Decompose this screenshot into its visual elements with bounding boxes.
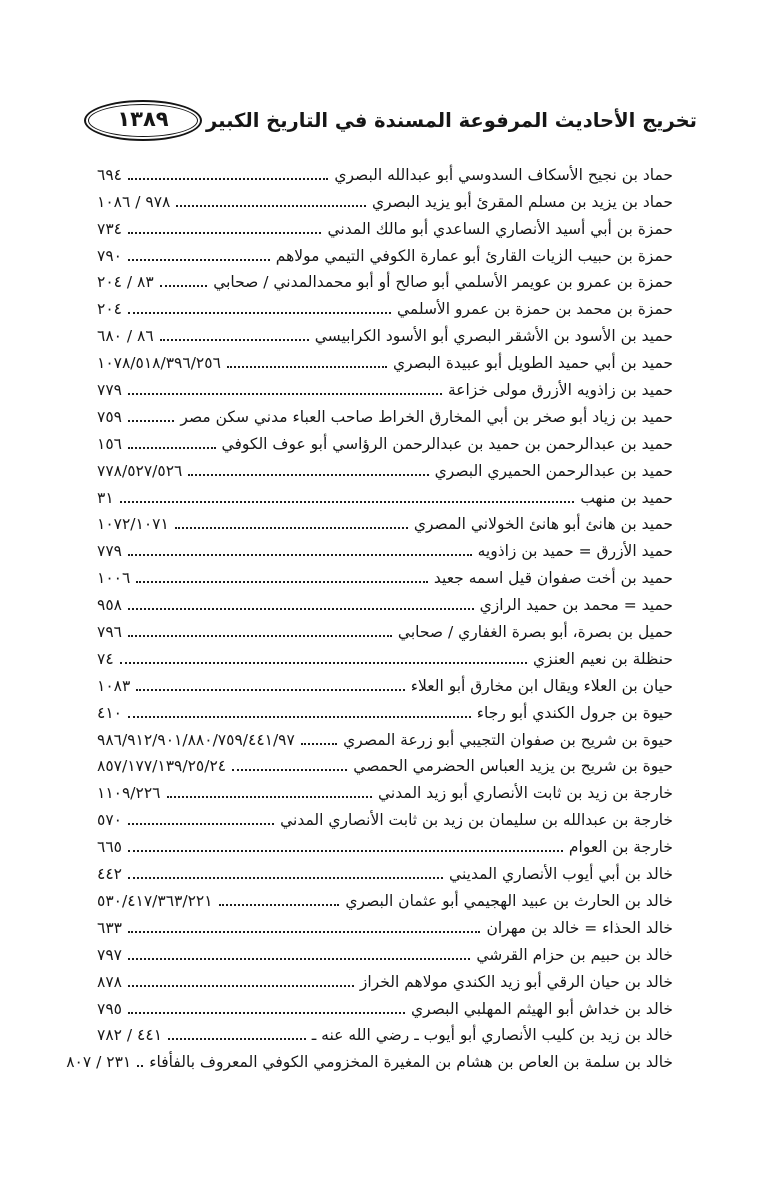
entry-name: خالد بن سلمة بن العاص بن هشام بن المغيرة المخزومي الكوفي المعروف بالفأفاء — [149, 1053, 673, 1072]
dot-leader — [168, 1038, 306, 1040]
index-entry — [97, 187, 673, 214]
entry-page-numbers: ٦٣٣ — [97, 918, 122, 937]
entry-page-numbers: ٦٩٤ — [97, 165, 122, 184]
entry-name: حمزة بن أبي أسيد الأنصاري الساعدي أبو مالك المدني — [327, 219, 673, 238]
dot-leader — [128, 931, 481, 933]
book-title: تخريج الأحاديث المرفوعة المسندة في التاريخ الكبير — [206, 108, 697, 132]
entry-name: حميد = محمد بن حميد الرازي — [479, 596, 673, 615]
entry-name: حنظلة بن نعيم العنزي — [533, 649, 673, 668]
index-entry — [97, 241, 673, 268]
dot-leader — [128, 178, 328, 180]
dot-leader — [167, 796, 373, 798]
entry-name: خالد بن الحارث بن عبيد الهجيمي أبو عثمان البصري — [345, 891, 673, 910]
entry-name: حميل بن بصرة، أبو بصرة الغفاري / صحابي — [397, 623, 673, 642]
entry-name: خالد بن حيان الرقي أبو زيد الكندي مولاهم الخراز — [359, 972, 673, 991]
index-entry — [97, 752, 673, 779]
entry-name: خالد بن أبي أيوب الأنصاري المديني — [449, 865, 673, 884]
dot-leader — [232, 769, 347, 771]
page-header — [84, 97, 697, 143]
index-entry — [97, 510, 673, 537]
entry-name: حيوة بن شريح بن يزيد العباس الحضرمي الحمصي — [353, 757, 673, 776]
index-entry — [97, 886, 673, 913]
entry-page-numbers: ٧٤ — [97, 649, 114, 668]
dot-leader — [128, 259, 270, 261]
entry-name: حميد بن عبدالرحمن الحميري البصري — [434, 461, 673, 480]
entry-page-numbers: ١٠٧٨/٥١٨/٣٩٦/٢٥٦ — [97, 354, 221, 373]
entry-page-numbers: ١٠٧٢/١٠٧١ — [97, 515, 169, 534]
entry-name: حميد بن هانئ أبو هانئ الخولاني المصري — [413, 515, 673, 534]
entry-name: حماد بن يزيد بن مسلم المقرئ أبو يزيد البصري — [372, 192, 673, 211]
entry-page-numbers: ٩٥٨ — [97, 596, 122, 615]
entry-name: خالد الحذاء = خالد بن مهران — [486, 918, 673, 937]
dot-leader — [128, 716, 471, 718]
index-entry — [97, 402, 673, 429]
entry-page-numbers: ٧٥٩ — [97, 407, 122, 426]
dot-leader — [120, 501, 575, 503]
entry-name: خارجة بن عبدالله بن سليمان بن زيد بن ثابت الأنصاري المدني — [280, 811, 673, 830]
entry-page-numbers: ١٠٨٦ / ٩٧٨ — [97, 192, 171, 211]
index-entry — [97, 321, 673, 348]
dot-leader — [188, 474, 428, 476]
index-entry — [97, 725, 673, 752]
entry-page-numbers: ٣١ — [97, 488, 114, 507]
entry-page-numbers: ٧٩٧ — [97, 945, 122, 964]
entry-name: حيوة بن جرول الكندي أبو رجاء — [476, 703, 673, 722]
index-entry — [97, 913, 673, 940]
entry-name: حميد الأزرق = حميد بن زاذويه — [477, 542, 673, 561]
dot-leader — [219, 904, 340, 906]
index-entry — [97, 994, 673, 1021]
entry-page-numbers: ٧٧٨/٥٢٧/٥٢٦ — [97, 461, 183, 480]
dot-leader — [128, 393, 442, 395]
dot-leader — [176, 205, 366, 207]
entry-name: حميد بن عبدالرحمن بن حميد بن عبدالرحمن الرؤاسي أبو عوف الكوفي — [221, 434, 673, 453]
entry-page-numbers: ١٥٦ — [97, 434, 122, 453]
entry-page-numbers: ٢٠٤ / ٨٣ — [97, 273, 154, 292]
dot-leader — [128, 985, 354, 987]
index-entry — [97, 644, 673, 671]
dot-leader — [128, 823, 274, 825]
entry-page-numbers: ٨٠٧ / ٢٣١ — [66, 1053, 132, 1072]
dot-leader — [120, 662, 527, 664]
entry-page-numbers: ٢٠٤ — [97, 300, 122, 319]
index-entry — [97, 348, 673, 375]
index-entry — [97, 859, 673, 886]
index-entry — [97, 778, 673, 805]
entry-name: خارجة بن العوام — [568, 838, 673, 857]
dot-leader — [160, 285, 207, 287]
index-entry — [97, 456, 673, 483]
index-entry — [97, 832, 673, 859]
dot-leader — [301, 743, 337, 745]
index-entry — [97, 617, 673, 644]
index-entry — [97, 805, 673, 832]
entry-page-numbers: ٧٧٩ — [97, 542, 122, 561]
index-entry — [97, 940, 673, 967]
index-entry — [97, 160, 673, 187]
dot-leader — [128, 877, 443, 879]
entry-name: حميد بن أخت صفوان قيل اسمه جعيد — [433, 569, 673, 588]
dot-leader — [128, 420, 174, 422]
entry-page-numbers: ٧٩٠ — [97, 246, 122, 265]
index-entry — [97, 1021, 673, 1048]
index-entry — [97, 590, 673, 617]
index-entry — [97, 268, 673, 295]
entry-page-numbers: ١٠٨٣ — [97, 676, 131, 695]
index-entry — [97, 563, 673, 590]
index-entry — [97, 483, 673, 510]
entry-page-numbers: ٦٦٥ — [97, 838, 122, 857]
entry-name: حيان بن العلاء ويقال ابن مخارق أبو العلاء — [410, 676, 673, 695]
dot-leader — [137, 1065, 143, 1067]
entry-page-numbers: ٧٧٩ — [97, 381, 122, 400]
entry-page-numbers: ٨٥٧/١٧٧/١٣٩/٢٥/٢٤ — [97, 757, 227, 776]
index-list — [66, 160, 673, 1074]
entry-page-numbers: ٧٩٥ — [97, 999, 122, 1018]
dot-leader — [128, 958, 470, 960]
entry-page-numbers: ٧٨٢ / ٤٤١ — [97, 1026, 163, 1045]
entry-name: حمزة بن محمد بن حمزة بن عمرو الأسلمي — [396, 300, 673, 319]
entry-page-numbers: ٦٨٠ / ٨٦ — [97, 327, 154, 346]
dot-leader — [136, 689, 404, 691]
index-entry — [97, 214, 673, 241]
entry-name: حميد بن الأسود بن الأشقر البصري أبو الأسود الكرابيسي — [314, 327, 673, 346]
entry-name: حميد بن زياد أبو صخر بن أبي المخارق الخراط صاحب العباء مدني سكن مصر — [180, 407, 673, 426]
entry-page-numbers: ٧٩٦ — [97, 623, 122, 642]
entry-name: خالد بن زيد بن كليب الأنصاري أبو أيوب ـ رضي الله عنه ـ — [311, 1026, 673, 1045]
index-entry — [97, 375, 673, 402]
dot-leader — [227, 366, 387, 368]
entry-page-numbers: ١١٠٩/٢٢٦ — [97, 784, 161, 803]
dot-leader — [175, 527, 408, 529]
entry-page-numbers: ٨٧٨ — [97, 972, 122, 991]
entry-page-numbers: ٥٣٠/٤١٧/٣٦٣/٢٢١ — [97, 891, 213, 910]
entry-page-numbers: ٤١٠ — [97, 703, 122, 722]
dot-leader — [128, 312, 391, 314]
index-entry — [66, 1047, 673, 1074]
entry-name: حمزة بن حبيب الزيات القارئ أبو عمارة الكوفي التيمي مولاهم — [275, 246, 673, 265]
dot-leader — [128, 850, 563, 852]
entry-page-numbers: ٧٣٤ — [97, 219, 122, 238]
dot-leader — [136, 581, 428, 583]
page-number-cartouche — [84, 100, 202, 141]
dot-leader — [128, 1012, 405, 1014]
dot-leader — [128, 635, 392, 637]
entry-name: حميد بن أبي حميد الطويل أبو عبيدة البصري — [393, 354, 673, 373]
dot-leader — [128, 608, 474, 610]
dot-leader — [128, 554, 472, 556]
entry-name: خالد بن خداش أبو الهيثم المهلبي البصري — [411, 999, 673, 1018]
dot-leader — [160, 339, 309, 341]
entry-page-numbers: ١٠٠٦ — [97, 569, 131, 588]
dot-leader — [128, 447, 216, 449]
entry-name: حمزة بن عمرو بن عويمر الأسلمي أبو صالح أو أبو محمدالمدني / صحابي — [213, 273, 673, 292]
entry-name: حميد بن منهب — [580, 488, 673, 507]
entry-name: خارجة بن زيد بن ثابت الأنصاري أبو زيد المدني — [378, 784, 673, 803]
index-entry — [97, 536, 673, 563]
entry-page-numbers: ٥٧٠ — [97, 811, 122, 830]
page-number: ١٣٨٩ — [117, 107, 169, 131]
dot-leader — [128, 232, 321, 234]
entry-page-numbers: ٩٨٦/٩١٢/٩٠١/٨٨٠/٧٥٩/٤٤١/٩٧ — [97, 730, 295, 749]
entry-name: حميد بن زاذويه الأزرق مولى خزاعة — [448, 381, 673, 400]
index-entry — [97, 967, 673, 994]
entry-name: حيوة بن شريح بن صفوان التجيبي أبو زرعة المصري — [343, 730, 673, 749]
index-entry — [97, 294, 673, 321]
index-entry — [97, 698, 673, 725]
entry-page-numbers: ٤٤٢ — [97, 865, 122, 884]
index-entry — [97, 429, 673, 456]
entry-name: حماد بن نجيح الأسكاف السدوسي أبو عبدالله البصري — [334, 165, 673, 184]
index-entry — [97, 671, 673, 698]
entry-name: خالد بن حبيم بن حزام القرشي — [476, 945, 673, 964]
